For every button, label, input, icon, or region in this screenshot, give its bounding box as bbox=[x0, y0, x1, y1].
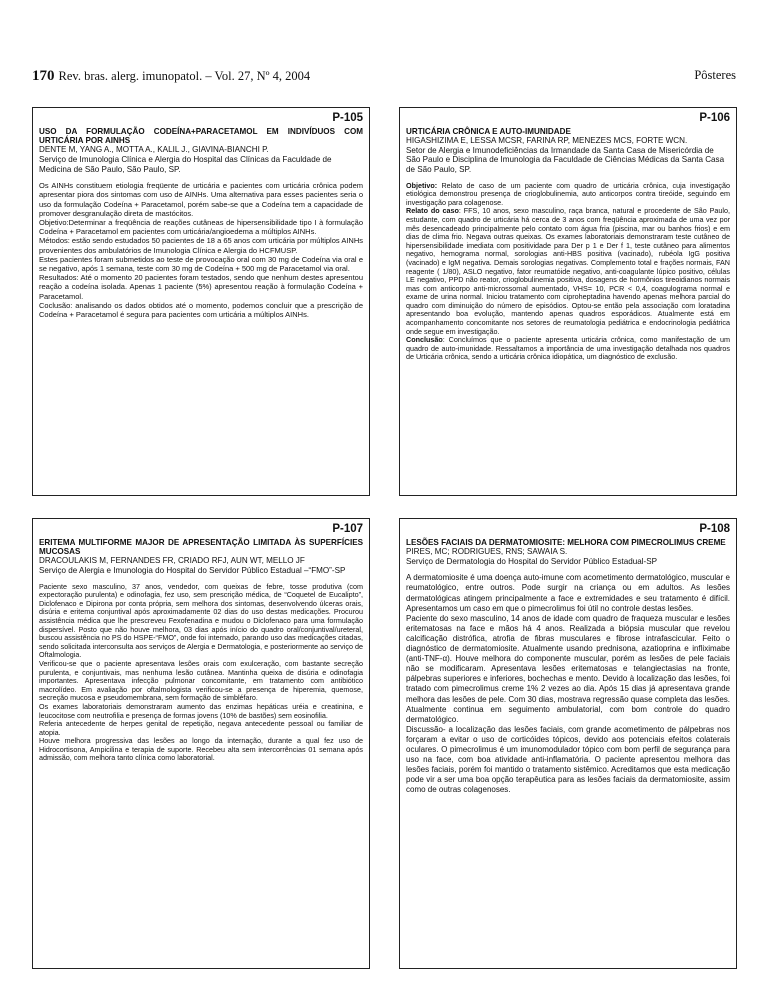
abstract-institution: Serviço de Alergia e Imunologia do Hospital do Servidor Público Estadual –“FMO”-SP bbox=[39, 566, 346, 575]
paragraph-text: Paciente sexo masculino, 37 anos, vendedor, com queixas de febre, tosse produtiva (com expectoração purulenta) e odinofagia, fez uso, sem prescrição médica, de “Coquetel de Eucalipto”, Diclofenaco e Dipirona por conta própria, sem melhora dos sintomas, desenvolvendo úlceras orais, disúria e eritema conjuntival após aproximadamente 02 dias do uso destas medicações. Procurou assistência médica que lhe prescreveu Fexofenadina e mudou o Diclofenaco para uma formulação dispersível. Posto que não houve melhora, 03 dias após início do quadro oral/conjuntival/ureteral, buscou assistência no PS do HSPE-“FMO”, onde foi internado, parando uso das medicações citadas, sendo solicitada interconsulta aos serviços de Alergia e Dermatologia, e posteriormente ao serviço de Oftalmologia. bbox=[39, 581, 363, 660]
abstract-title: ERITEMA MULTIFORME MAJOR DE APRESENTAÇÃO LIMITADA ÀS SUPERFÍCIES MUCOSAS bbox=[39, 538, 363, 557]
paragraph-text: : FFS, 10 anos, sexo masculino, raça branca, natural e procedente de São Paulo, estudante, com quadro de urticária há cerca de 3 anos com freqüência aproximada de uma vez por mês desencadeado principalmente pelo contato com água fria (piscina, mar ou banhos frios) e em dias de clima frio. Negava outras queixas. Os exames laboratoriais demonstraram teste cutâneo de hipersensibilidade imediata com positividade para Der p 1 e Der f 1, teste cutâneo para alimentos negativo, hemograma normal, sorologias anti-HBS positiva (vacinado), rubéola IgG positiva (vacinado) e IgM negativa. Demais sorologias negativas. Complemento total e frações normais, FAN reagente ( 1/80), ASLO negativo, fator reumatóide negativo, anti-coagulante lúpico positivo, células LE negativo, PPD não reator, crioglobulinemia positiva, dosagens de hormônios tireoidianos normais mas com anticorpo anti-microssomal aumentado, VHS= 10, PCR < 0,4, coagulograma normal e exame de urina normal. Iniciou tratamento com ciproheptadina havendo apenas melhora parcial do quadro com diminuição do número de episódios. Optou-se então pela associação com loratadina apresentando boa evolução, mantendo apenas quadros esporádicos. Atualmente está em acompanhamento concomitante nos setores de reumatologia pediátrica e endocrinologia pediátrica onde segue em investigação. bbox=[406, 206, 731, 336]
paragraph-text: Relato de caso de um paciente com quadro de urticária crônica, cuja investigação etiológica demonstrou presença de crioglobulinemia, auto anticorpos contra tireóide, seguindo em investigação para colagenose. bbox=[406, 180, 730, 207]
abstract-authors: PIRES, MC; RODRIGUES, RNS; SAWAIA S. bbox=[406, 547, 568, 557]
abstract-p108 bbox=[399, 518, 737, 969]
abstract-body bbox=[406, 573, 730, 795]
abstract-paragraph bbox=[406, 336, 730, 362]
abstract-paragraph bbox=[39, 720, 363, 737]
paragraph-label: Objetivo: bbox=[406, 180, 438, 190]
paragraph-text: Estes pacientes foram submetidos ao teste de provocação oral com 30 mg de Codeína via oral e se negativo, após 1 semana, teste com 30 mg de Codeína + 500 mg de Paracetamol via oral. bbox=[39, 254, 363, 274]
abstract-paragraph bbox=[406, 614, 730, 725]
abstract-code: P-106 bbox=[699, 112, 730, 124]
abstract-paragraph bbox=[39, 218, 363, 236]
abstract-paragraph bbox=[39, 255, 363, 273]
abstract-body bbox=[406, 182, 730, 362]
abstract-title: USO DA FORMULAÇÃO CODEÍNA+PARACETAMOL EM INDIVÍDUOS COM URTICÁRIA POR AINHS bbox=[39, 127, 363, 146]
abstract-paragraph bbox=[39, 703, 363, 720]
abstract-body bbox=[39, 181, 363, 319]
abstract-paragraph bbox=[406, 182, 730, 208]
abstract-title: URTICÁRIA CRÔNICA E AUTO-IMUNIDADE bbox=[406, 127, 571, 136]
paragraph-text: Referia antecedente de herpes genital de repetição, negava antecedente pessoal ou familiar de atopia. bbox=[39, 719, 363, 737]
paragraph-label: Conclusão bbox=[406, 335, 443, 345]
abstract-code: P-108 bbox=[699, 523, 730, 535]
abstract-authors: DRACOULAKIS M, FERNANDES FR, CRIADO RFJ, AUN WT, MELLO JF bbox=[39, 556, 305, 566]
paragraph-label: Relato do caso bbox=[406, 206, 459, 216]
paragraph-text: Objetivo:Determinar a freqüência de reações cutâneas de hipersensibilidade tipo I à formulação Codeína + Paracetamol em pacientes com urticária/angioedema a múltiplos AINHs. bbox=[39, 218, 363, 237]
abstract-paragraph bbox=[406, 573, 730, 613]
abstract-code: P-107 bbox=[332, 523, 363, 535]
paragraph-text: Os exames laboratoriais demonstraram aumento das enzimas hepáticas uréia e creatinina, e leucocitose com neutrofilia e presença de formas jovens (10% de bastões) sem eosinofilia. bbox=[39, 701, 363, 720]
paragraph-text: Os AINHs constituem etiologia freqüente de urticária e pacientes com urticária crônica podem apresentar piora dos sintomas com uso de AINHs. Uma alternativa para esses pacientes seria o uso da formulação Codeína + Paracetamol, porém sabe-se que a Codeína tem a capacidade de promover desgranulação direta de mastócitos. bbox=[39, 181, 363, 218]
abstract-p107 bbox=[32, 518, 370, 969]
paragraph-text: Resultados: Até o momento 20 pacientes foram testados, sendo que nenhum destes apresentou reação a codeína isolada. Apenas 1 paciente (5%) apresentou reação à formulação Codeína + Paracetamol. bbox=[39, 273, 363, 301]
abstract-institution: Serviço de Dermatologia do Hospital do Servidor Público Estadual-SP bbox=[406, 556, 658, 566]
abstract-paragraph bbox=[39, 737, 363, 763]
abstract-title: LESÕES FACIAIS DA DERMATOMIOSITE: MELHORA COM PIMECROLIMUS CREME bbox=[406, 538, 726, 547]
abstract-body bbox=[39, 583, 363, 763]
paragraph-text: : Concluímos que o paciente apresenta urticária crônica, como manifestação de um quadro de auto-imunidade. Ressaltamos a importância de uma investigação detalhada nos quadros de Urticária crônica, sendo a urticária crônica idiopática, um diagnóstico de exclusão. bbox=[406, 335, 730, 362]
abstract-paragraph bbox=[39, 301, 363, 319]
paragraph-text: Paciente do sexo masculino, 14 anos de idade com quadro de fraqueza muscular e lesões eritematosas na face e mãos há 4 anos. Realizada a biópsia muscular que revelou calcificação distrófica, atrofia de fibras musculares e fibrose intrafascicular. Feito o diagnóstico de dermatomiosite. Atualmente usando prednisona, azatioprina e infliximabe (anti-TNF-α). Houve melhora do componente muscular, porém as lesões de pele faciais não se modificaram. Apresentava lesões eritematosas e telangiectasias na fronte, pálpebras superiores e inferiores, bochechas e mento. Devido à localização das lesões, foi tratado com pimecrolimus creme 1% 2 vezes ao dia. Após 15 dias já apresentava grande melhora das lesões de pele. Com 30 dias, mostrava regressão quase completa das lesões. Atualmente continua em seguimento ambulatorial, com bom controle do quadro dermatológico. bbox=[406, 613, 730, 724]
abstract-p105 bbox=[32, 107, 370, 496]
paragraph-text: Verificou-se que o paciente apresentava lesões orais com exulceração, com bastante secreção purulenta, e conjuntivais, mas nenhuma lesão cutânea. Mantinha queixa de disúria e odinofagia importantes. Apresentava infecção pulmonar concomitante, em tratamento com antibiótico macrolídeo. Em avaliação por oftalmologista verificou-se a presença de hiperemia, quemose, secreção mucosa e pseudomembrana, sem formação de simbléfaro. bbox=[39, 658, 363, 703]
abstract-paragraph bbox=[39, 273, 363, 301]
abstract-paragraph bbox=[39, 236, 363, 254]
abstract-paragraph bbox=[39, 583, 363, 660]
abstract-code: P-105 bbox=[332, 112, 363, 124]
paragraph-text: Coclusão: analisando os dados obtidos até o momento, podemos concluir que a prescrição de Codeína + Paracetamol é segura para pacientes com urticária a múltiplos AINHs. bbox=[39, 300, 363, 320]
running-head bbox=[32, 68, 736, 86]
section-title: Pôsteres bbox=[694, 68, 736, 82]
abstract-authors: DENTE M, YANG A., MOTTA A., KALIL J., GIAVINA-BIANCHI P. bbox=[39, 145, 269, 155]
abstract-p106 bbox=[399, 107, 737, 496]
abstract-institution: Setor de Alergia e Imunodeficiências da Irmandade da Santa Casa de Misericórdia de São Paulo e Disciplina de Imunologia da Faculdade de Ciências Médicas da Santa Casa de São Paulo, SP. bbox=[406, 145, 725, 174]
abstract-institution: Serviço de Imunologia Clínica e Alergia do Hospital das Clínicas da Faculdade de Medicina de São Paulo, São Paulo, SP. bbox=[39, 155, 332, 174]
abstract-paragraph bbox=[39, 181, 363, 218]
journal-title: Rev. bras. alerg. imunopatol. – Vol. 27, Nº 4, 2004 bbox=[58, 69, 311, 83]
journal-citation bbox=[32, 68, 310, 85]
page-number: 170 bbox=[32, 68, 55, 84]
abstract-authors: HIGASHIZIMA E, LESSA MCSR, FARINA RP, MENEZES MCS, FORTE WCN. bbox=[406, 136, 688, 146]
paragraph-text: Discussão- a localização das lesões faciais, com grande acometimento de pálpebras nos forçaram a evitar o uso de corticóides tópicos, devido aos potenciais efeitos colaterais oculares. O pimecrolimus é um imunomodulador tópico com bom perfil de segurança para uso na face, com boa atividade anti-inflamatória. O paciente apresentou melhora das lesões faciais, porém foi mantido o tratamento sistêmico. Acreditamos que esta medicação pode vir a ser uma boa opção terapêutica para as lesões faciais da dermatomiosite, assim como de outras colagenoses. bbox=[406, 724, 730, 795]
paragraph-text: Métodos: estão sendo estudados 50 pacientes de 18 a 65 anos com urticária por múltiplos AINHs provenientes dos ambulatórios de Imunologia Clínica e Alergia do HCFMUSP. bbox=[39, 236, 363, 255]
abstract-paragraph bbox=[406, 207, 730, 336]
paragraph-text: A dermatomiosite é uma doença auto-imune com acometimento dermatológico, muscular e reumatológico, entre outros. Pode surgir na criança ou em adultos. As lesões dermatológicas atingem principalmente a face e extremidades e seu tratamento é difícil. Apresentamos um caso em que o pimecrolimus foi útil no controle destas lesões. bbox=[406, 573, 730, 613]
abstract-paragraph bbox=[406, 725, 730, 796]
abstract-paragraph bbox=[39, 660, 363, 703]
paragraph-text: Houve melhora progressiva das lesões ao longo da internação, durante a qual fez uso de Hidrocortisona, Ampicilina e terapia de suporte. Recebeu alta sem intercorrências 01 semana após admissão, com melhora tanto clínica como laboratorial. bbox=[39, 736, 363, 763]
